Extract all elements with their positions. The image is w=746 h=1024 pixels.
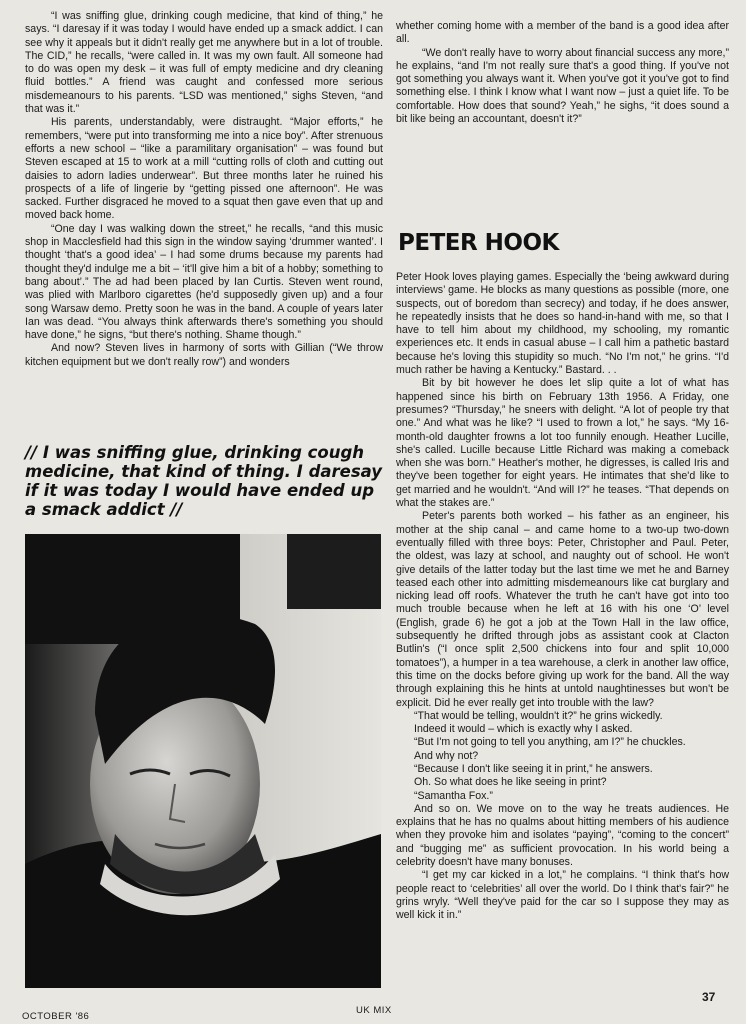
dialogue-line-2: Indeed it would – which is exactly why I asked. — [414, 723, 633, 736]
right-body-paragraph-2: Bit by bit however he does let slip quite a lot of what has happened since his birth on February 13th 1956. A Friday, one presumes? “Thursday,” he sneers with delight. “A lot of people try that one.” And what was he like? “I used to frown a lot,” he says. “My 16-month-old daughter frowns a lot too funnily enough. Heather Lucille, she's called. Lucille because Little Richard was making a comeback when she was born.” Heather's mother, he digresses, is called Iris and they've been together for eight years. He intimates that she'd like to get married and he wouldn't. “And will I?” he teases. “That depends on what the stakes are.” — [396, 377, 729, 510]
dialogue-line-3: “But I'm not going to tell you anything, am I?” he chuckles. — [414, 736, 686, 749]
pull-quote-close-mark: // — [170, 500, 183, 519]
right-top-paragraph-2: “We don't really have to worry about financial success any more,” he explains, “and I'm not really sure that's a good thing. If you've not got something you always want it. When you've got it you've got to find something else. I think I know what I want now – just a quiet life. To be comfortable. How does that sound? Yeah,” he sighs, “it does sound a bit like being an accountant, doesn't it?” — [396, 46, 729, 126]
right-column-body — [396, 271, 729, 923]
left-column — [25, 10, 383, 369]
dialogue-line-1: “That would be telling, wouldn't it?” he grins wickedly. — [414, 709, 663, 722]
portrait-photo-graphic — [25, 534, 381, 988]
right-body-paragraph-1: Peter Hook loves playing games. Especially the ‘being awkward during interviews’ game. He blocks as many questions as possible (more, one suspects, out of boredom than secrecy) and today, if he does answer, he repeatedly insists that he does so hand-in-hand with me, so that I have to tell him about my childhood, my schooling, my romantic experiences etc. It ends in casual abuse – I call him a pathetic bastard because he's loving this stupidity so much. “No I'm not,” he grins. “I'd much rather be having a Kentucky.” Bastard. . . — [396, 271, 729, 377]
closing-paragraph-2: “I get my car kicked in a lot,” he complains. “I think that's how people react to ‘celebrities’ all over the world. Do I think that's fair?” he grins wryly. “Well they've paid for the car so I suppose they may as well kick it in.” — [396, 869, 729, 922]
left-paragraph-3: “One day I was walking down the street,” he recalls, “and this music shop in Macclesfield had this sign in the window saying ‘drummer wanted’. I thought ‘that's a good idea’ – I had some drums because my parents had thought they'd indulge me a bit – ‘it'll give him a bit of a hobby; something to bang about’.” The ad had been placed by Ian Curtis. Steven went round, was plied with Marlboro cigarettes (he'd supposedly given up) and a four song Warsaw demo. Pretty soon he was in the band. A couple of years later Ian was dead. “You always think afterwards there's something you should have done,” he signs, “but there's nothing. Shame though.” — [25, 222, 383, 342]
pull-quote — [25, 443, 383, 519]
footer-magazine-name: UK MIX — [356, 1005, 392, 1016]
right-top-paragraph-1: whether coming home with a member of the band is a good idea after all. — [396, 20, 729, 46]
dialogue-line-4: And why not? — [414, 749, 479, 762]
footer-date: OCTOBER '86 — [22, 1011, 90, 1022]
left-paragraph-2: His parents, understandably, were distraught. “Major efforts,” he remembers, “were put into transforming me into a nice boy”. After strenuous efforts a new school – “like a paramilitary organisation” – was found but Steven escaped at 15 to work at a mill “cutting rolls of cloth and cutting out daisies to adorn ladies underwear”. But three months later he ruined his prospects of a life of lingerie by “getting pissed one afternoon”. He was sacked. Further disgraced he moved to a squat then gave even that up and moved back home. — [25, 116, 383, 222]
right-column-top — [396, 20, 729, 126]
left-paragraph-4: And now? Steven lives in harmony of sorts with Gillian (“We throw kitchen equipment but we don't really row”) and wonders — [25, 342, 383, 368]
dialogue-line-6: Oh. So what does he like seeing in print? — [414, 776, 607, 789]
portrait-photo — [25, 534, 381, 988]
pull-quote-open-mark: // — [25, 443, 38, 462]
dialogue-line-5: “Because I don't like seeing it in print,” he answers. — [414, 762, 653, 775]
dialogue-line-7: “Samantha Fox.” — [414, 789, 493, 802]
page-number: 37 — [702, 990, 716, 1004]
right-body-paragraph-3: Peter's parents both worked – his father as an engineer, his mother at the ship canal – and came home to a two-up two-down eventually filled with three boys: Peter, Christopher and Paul. Peter, the oldest, was lazy at school, and naughty out of school. He won't give details of the latter today but the last time we met he and Barney teased each other into admitting misdemeanours like cat burglary and nicking lead off roofs. Whatever the truth he can't have got into too much trouble because when he left at 16 with his one ‘O’ level (English, grade 6) he got a job at the Town Hall in the law office, subsequently he drifted through jobs as assistant cook at Clacton Butlin's (“I once split 2,500 chickens into four and split 10,000 tomatoes”), a humper in a tea warehouse, a clerk in another law office, this time on the docks before giving up work for the band. All the way through explaining this he hints at untold naughtinesses but won't be explicit. Did he ever really get into trouble with the law? — [396, 510, 729, 709]
closing-paragraph-1: And so on. We move on to the way he treats audiences. He explains that he has no qualms about hitting members of his audience when they provoke him and isolates “paying”, “coming to the concert” and “bugging me” as sufficient provocation. In his world being a celebrity doesn't have many bonuses. — [396, 802, 729, 869]
left-paragraph-1: “I was sniffing glue, drinking cough medicine, that kind of thing,” he says. “I daresay if it was today I would have ended up a smack addict. I can see why it appeals but it didn't really get me anywhere but in a lot of trouble. The CID,” he recalls, “were called in. It was my own fault. All someone had to do was open my desk – it was full of empty medicine and dry cleaning fluid bottles.” A friend was caught and confessed more serious misdemeanours to his parents. “LSD was mentioned,” sighs Steven, “and that was it.” — [25, 10, 383, 116]
section-headline: PETER HOOK — [398, 230, 559, 256]
pull-quote-text: I was sniffing glue, drinking cough medicine, that kind of thing. I daresay if it was today I would have ended up a smack addict — [25, 443, 383, 519]
